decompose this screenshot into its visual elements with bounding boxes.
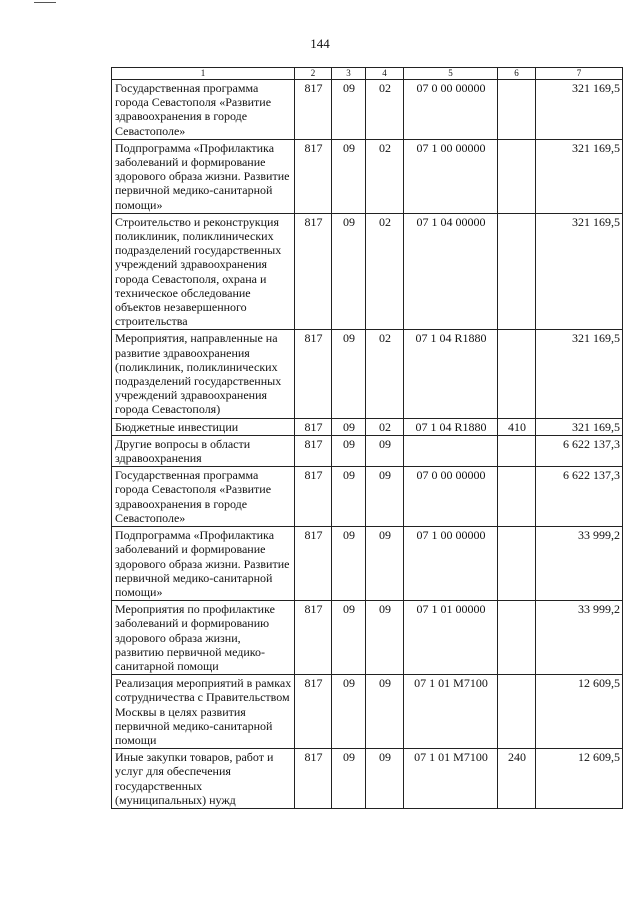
row-pr: 02 (366, 330, 404, 418)
row-amount: 33 999,2 (536, 527, 623, 601)
row-csr: 07 1 01 M7100 (404, 675, 498, 749)
row-amount: 12 609,5 (536, 675, 623, 749)
scan-edge-mark (34, 2, 56, 3)
table-row (112, 139, 623, 213)
row-csr: 07 1 04 R1880 (404, 330, 498, 418)
column-header: 6 (498, 68, 536, 80)
row-pr: 09 (366, 675, 404, 749)
table-row (112, 80, 623, 140)
row-grbs: 817 (295, 330, 332, 418)
row-pr: 02 (366, 213, 404, 330)
row-pr: 02 (366, 418, 404, 435)
table-row (112, 675, 623, 749)
row-grbs: 817 (295, 467, 332, 527)
table-row (112, 213, 623, 330)
row-amount: 12 609,5 (536, 749, 623, 809)
column-header: 2 (295, 68, 332, 80)
row-pr: 09 (366, 467, 404, 527)
row-grbs: 817 (295, 675, 332, 749)
row-pr: 09 (366, 435, 404, 466)
row-name: Подпрограмма «Профилактика заболеваний и формирование здорового образа жизни. Развитие первичной медико-санитарной помощи» (112, 139, 295, 213)
page-number: 144 (310, 36, 330, 51)
row-amount: 321 169,5 (536, 330, 623, 418)
row-name: Бюджетные инвестиции (112, 418, 295, 435)
row-amount: 6 622 137,3 (536, 467, 623, 527)
row-grbs: 817 (295, 418, 332, 435)
row-rz: 09 (332, 213, 366, 330)
row-rz: 09 (332, 467, 366, 527)
row-csr: 07 1 00 00000 (404, 139, 498, 213)
row-name: Мероприятия, направленные на развитие здравоохранения (поликлиник, поликлинических подразделений государственных учреждений здравоохранения города Севастополя) (112, 330, 295, 418)
table-row (112, 330, 623, 418)
row-vr (498, 675, 536, 749)
row-name: Государственная программа города Севастополя «Развитие здравоохранения в городе Севастополе» (112, 467, 295, 527)
row-vr (498, 330, 536, 418)
row-vr (498, 213, 536, 330)
row-rz: 09 (332, 330, 366, 418)
row-rz: 09 (332, 527, 366, 601)
row-vr: 410 (498, 418, 536, 435)
row-name: Иные закупки товаров, работ и услуг для обеспечения государственных (муниципальных) нужд (112, 749, 295, 809)
row-name: Другие вопросы в области здравоохранения (112, 435, 295, 466)
table-row (112, 601, 623, 675)
row-vr (498, 467, 536, 527)
row-grbs: 817 (295, 139, 332, 213)
row-rz: 09 (332, 749, 366, 809)
column-header: 3 (332, 68, 366, 80)
row-csr: 07 1 01 M7100 (404, 749, 498, 809)
row-csr (404, 435, 498, 466)
row-vr (498, 601, 536, 675)
row-amount: 321 169,5 (536, 213, 623, 330)
table-row (112, 418, 623, 435)
row-name: Мероприятия по профилактике заболеваний и формированию здорового образа жизни, развитию первичной медико-санитарной помощи (112, 601, 295, 675)
row-pr: 02 (366, 139, 404, 213)
row-pr: 09 (366, 527, 404, 601)
row-csr: 07 1 04 00000 (404, 213, 498, 330)
row-amount: 321 169,5 (536, 418, 623, 435)
row-name: Подпрограмма «Профилактика заболеваний и формирование здорового образа жизни. Развитие первичной медико-санитарной помощи» (112, 527, 295, 601)
row-csr: 07 1 00 00000 (404, 527, 498, 601)
header-row (112, 68, 623, 80)
row-pr: 09 (366, 749, 404, 809)
row-rz: 09 (332, 675, 366, 749)
row-grbs: 817 (295, 435, 332, 466)
row-grbs: 817 (295, 527, 332, 601)
budget-table (111, 67, 623, 809)
row-vr: 240 (498, 749, 536, 809)
row-rz: 09 (332, 139, 366, 213)
row-amount: 33 999,2 (536, 601, 623, 675)
column-header: 1 (112, 68, 295, 80)
row-csr: 07 0 00 00000 (404, 80, 498, 140)
row-name: Реализация мероприятий в рамках сотрудничества с Правительством Москвы в целях развития первичной медико-санитарной помощи (112, 675, 295, 749)
row-vr (498, 527, 536, 601)
row-csr: 07 1 01 00000 (404, 601, 498, 675)
row-grbs: 817 (295, 601, 332, 675)
row-rz: 09 (332, 601, 366, 675)
row-grbs: 817 (295, 749, 332, 809)
row-grbs: 817 (295, 80, 332, 140)
column-header: 5 (404, 68, 498, 80)
row-rz: 09 (332, 418, 366, 435)
row-amount: 6 622 137,3 (536, 435, 623, 466)
row-vr (498, 139, 536, 213)
column-header: 7 (536, 68, 623, 80)
row-rz: 09 (332, 80, 366, 140)
row-pr: 09 (366, 601, 404, 675)
table-row (112, 749, 623, 809)
table-row (112, 527, 623, 601)
row-vr (498, 435, 536, 466)
table-row (112, 435, 623, 466)
row-csr: 07 1 04 R1880 (404, 418, 498, 435)
row-name: Строительство и реконструкция поликлиник, поликлинических подразделений государственных учреждений здравоохранения города Севастополя, охрана и техническое обследование объектов незавершенного строительства (112, 213, 295, 330)
row-amount: 321 169,5 (536, 80, 623, 140)
row-vr (498, 80, 536, 140)
row-rz: 09 (332, 435, 366, 466)
table-row (112, 467, 623, 527)
row-amount: 321 169,5 (536, 139, 623, 213)
row-grbs: 817 (295, 213, 332, 330)
row-pr: 02 (366, 80, 404, 140)
row-name: Государственная программа города Севастополя «Развитие здравоохранения в городе Севастополе» (112, 80, 295, 140)
column-header: 4 (366, 68, 404, 80)
row-csr: 07 0 00 00000 (404, 467, 498, 527)
